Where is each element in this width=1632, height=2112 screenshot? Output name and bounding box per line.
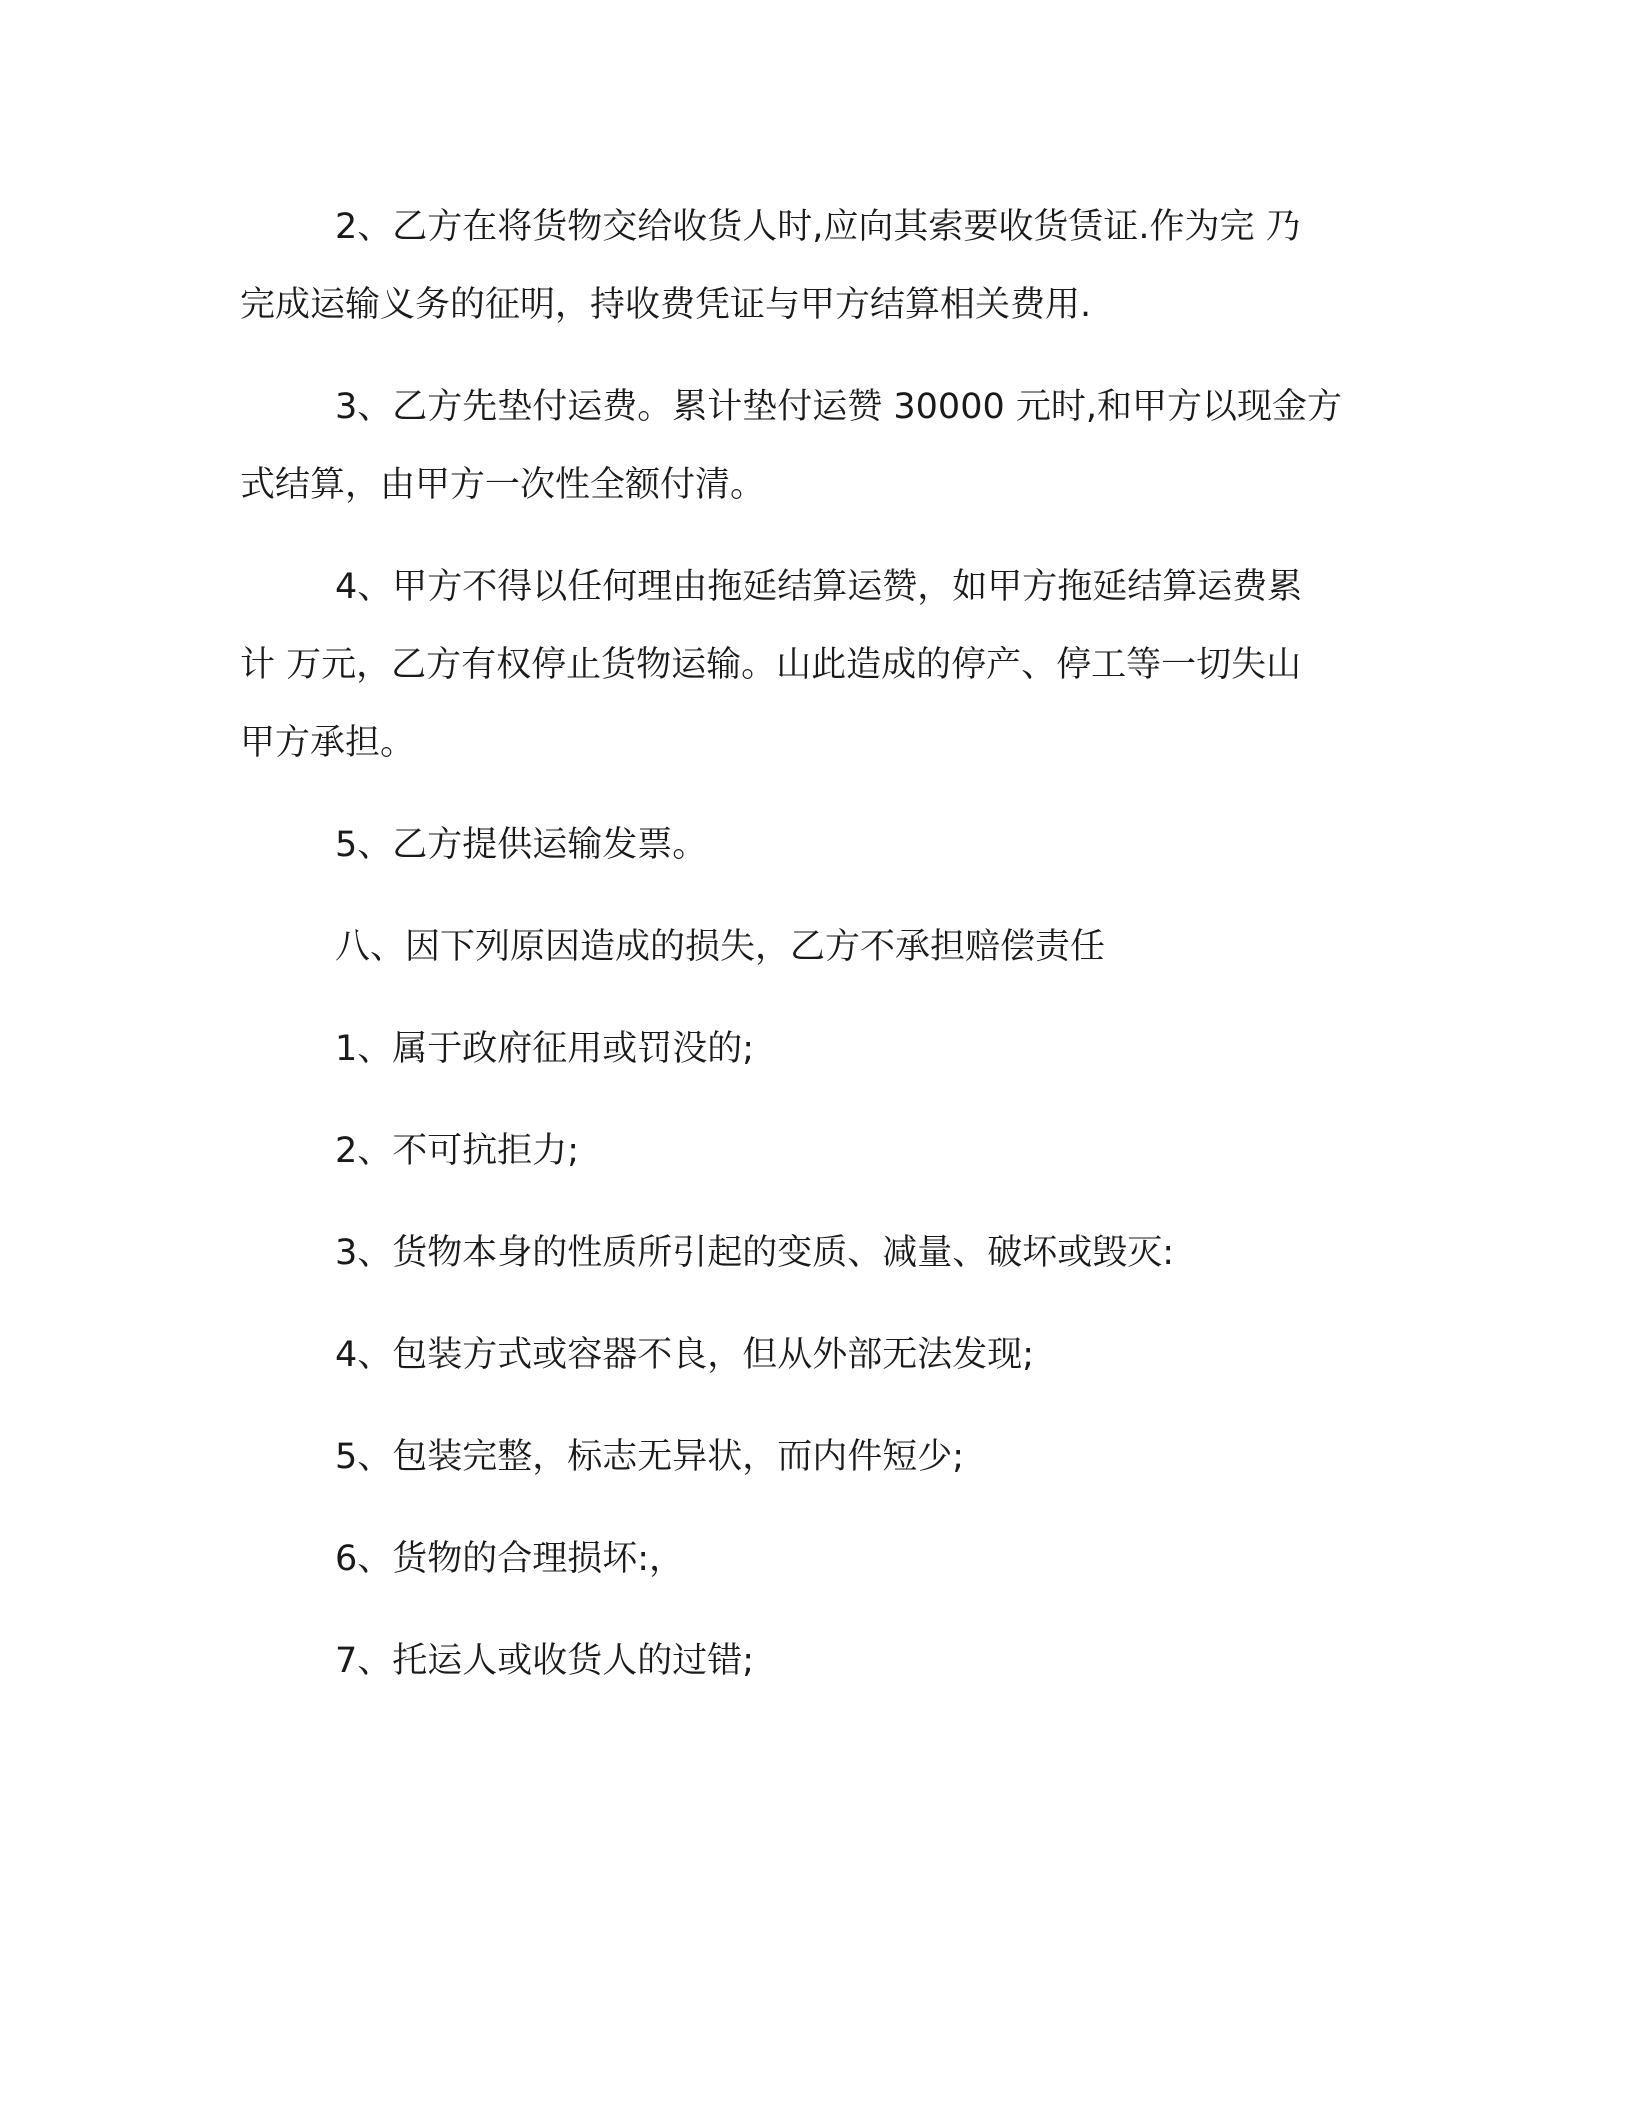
text-line: 4、包装方式或容器不良，但从外部无法发现; (335, 1335, 1035, 1375)
text-line: 八、因下列原因造成的损失，乙方不承担赔偿责任 (335, 927, 1106, 967)
text-line: 5、包装完整，标志无异状，而内件短少; (335, 1437, 965, 1477)
text-line: 4、甲方不得以任何理由拖延结算运赞，如甲方拖延结算运费累 (335, 567, 1303, 607)
text-line: 5、乙方提供运输发票。 (335, 825, 708, 865)
section-heading-eight (240, 908, 1390, 986)
text-line: 计 万元，乙方有权停止货物运输。山此造成的停产、停工等一切失山 (240, 645, 1302, 685)
text-line: 甲方承担。 (240, 723, 416, 763)
text-line: 2、乙方在将货物交给收货人时,应向其索要收货赁证.作为完 乃 (335, 207, 1301, 247)
text-line: 6、货物的合理损坏:， (335, 1539, 685, 1579)
paragraph-clause-3 (240, 368, 1390, 524)
list-item-1 (240, 1010, 1390, 1088)
document-body (240, 188, 1390, 1700)
text-line: 7、托运人或收货人的过错; (335, 1641, 755, 1681)
list-item-7 (240, 1622, 1390, 1700)
paragraph-clause-2 (240, 188, 1390, 344)
text-line: 3、货物本身的性质所引起的变质、减量、破坏或毁灭: (335, 1233, 1175, 1273)
list-item-2 (240, 1112, 1390, 1190)
text-line: 完成运输义务的征明，持收费凭证与甲方结算相关费用. (240, 285, 1092, 325)
list-item-6 (240, 1520, 1390, 1598)
text-line: 2、不可抗拒力; (335, 1131, 580, 1171)
list-item-5 (240, 1418, 1390, 1496)
text-line: 1、属于政府征用或罚没的; (335, 1029, 755, 1069)
list-item-4 (240, 1316, 1390, 1394)
list-item-3 (240, 1214, 1390, 1292)
paragraph-clause-4 (240, 548, 1390, 782)
text-line: 式结算，由甲方一次性全额付清。 (240, 465, 766, 505)
text-line: 3、乙方先垫付运费。累计垫付运赞 30000 元时,和甲方以现金方 (335, 387, 1342, 427)
paragraph-clause-5 (240, 806, 1390, 884)
